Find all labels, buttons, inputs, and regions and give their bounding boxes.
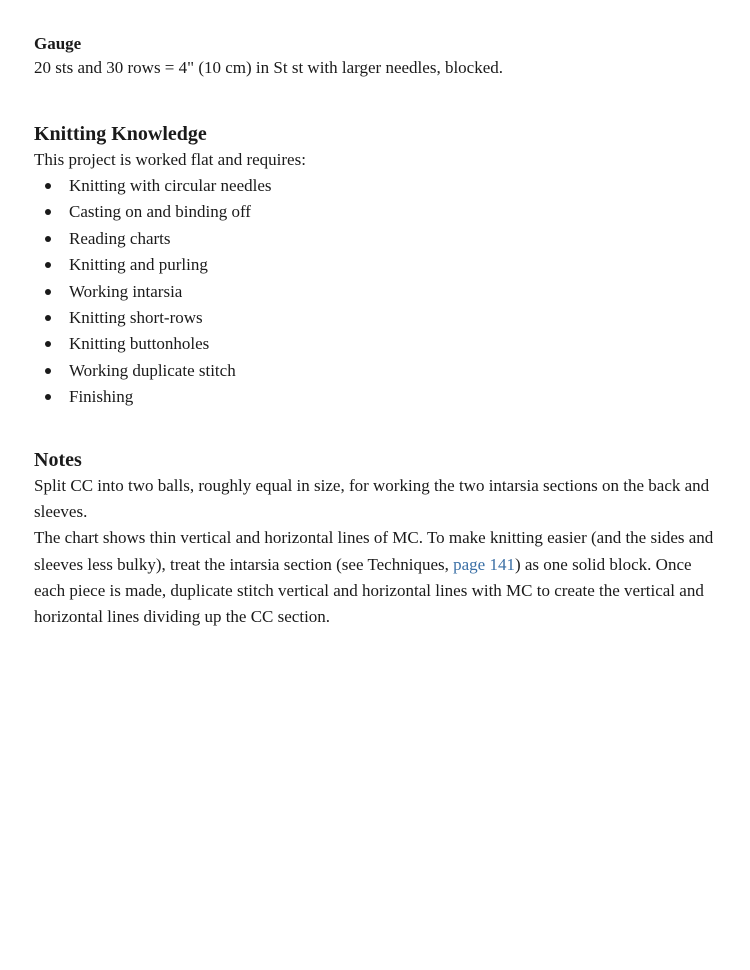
techniques-page-link[interactable]: page 141 [453,554,515,574]
list-item-text: Reading charts [69,228,171,248]
notes-paragraph-1: Split CC into two balls, roughly equal in size, for working the two intarsia sections on the back and sleeves. [34,475,710,521]
knowledge-intro: This project is worked flat and requires: [34,150,306,169]
list-item [69,173,716,199]
list-item-text: Knitting short-rows [69,308,203,328]
gauge-heading: Gauge [34,34,82,53]
knowledge-heading: Knitting Knowledge [34,123,207,145]
list-item [69,384,716,410]
bullet-icon [45,341,51,347]
bullet-icon [45,209,51,215]
list-item [69,252,716,278]
list-item [69,305,716,331]
bullet-icon [45,289,51,295]
bullet-icon [45,368,51,374]
notes-paragraph-2 [34,525,716,630]
list-item-text: Finishing [69,387,134,407]
bullet-icon [45,262,51,268]
notes-paragraph-2-end: ) as one solid block. Once each piece is made, duplicate stitch vertical and horizontal lines with MC to create the vertical and horizontal lines dividing up the CC section. [34,554,704,627]
gauge-section [34,33,716,81]
list-item [69,331,716,357]
knowledge-section [34,121,716,411]
list-item-text: Working duplicate stitch [69,360,236,380]
bullet-icon [45,183,51,189]
list-item-text: Casting on and binding off [69,202,251,222]
bullet-icon [45,236,51,242]
notes-paragraph-2-start: The chart shows thin vertical and horizontal lines of MC. To make knitting easier (and the sides and sleeves less bulky), treat the intarsia section (see Techniques, [34,528,714,574]
bullet-icon [45,315,51,321]
notes-section [34,447,716,631]
notes-heading: Notes [34,448,82,471]
list-item-text: Knitting with circular needles [69,176,272,195]
list-item [69,226,716,252]
gauge-text: 20 sts and 30 rows = 4" (10 cm) in St st with larger needles, blocked. [34,58,504,77]
skills-list [34,173,716,411]
list-item-text: Knitting buttonholes [69,334,210,354]
list-item-text: Knitting and purling [69,255,208,275]
list-item [69,358,716,384]
list-item [69,199,716,225]
bullet-icon [45,394,51,400]
list-item [69,279,716,305]
list-item-text: Working intarsia [69,281,183,301]
